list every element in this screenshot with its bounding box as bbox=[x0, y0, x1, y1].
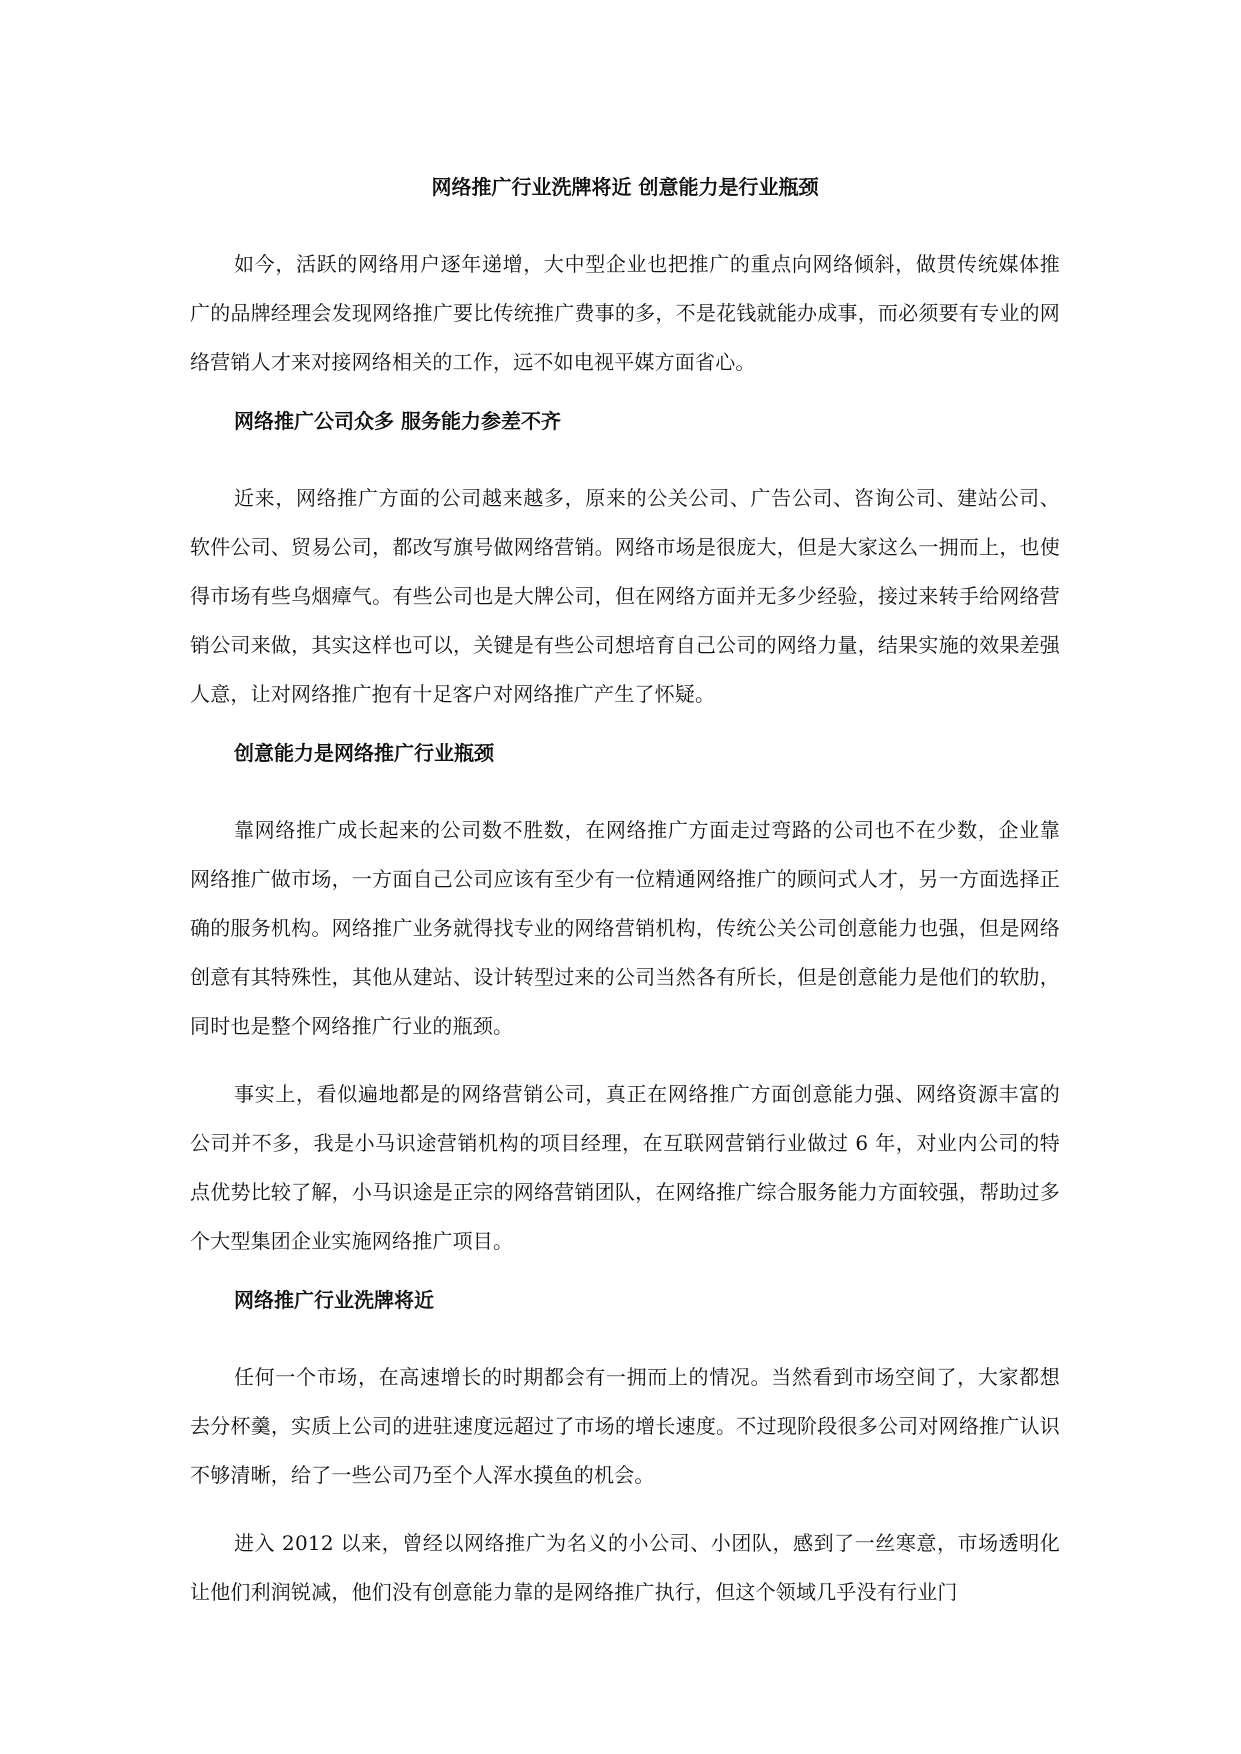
section-heading-reshuffle: 网络推广行业洗牌将近 bbox=[234, 1288, 434, 1312]
paragraph-companies: 近来，网络推广方面的公司越来越多，原来的公关公司、广告公司、咨询公司、建站公司、软件公司、贸易公司，都改写旗号做网络营销。网络市场是很庞大，但是大家这么一拥而上，也使得市场有些乌烟瘴气。有些公司也是大牌公司，但在网络方面并无多少经验，接过来转手给网络营销公司来做，其实这样也可以，关键是有些公司想培育自己公司的网络力量，结果实施的效果差强人意，让对网络推广抱有十足客户对网络推广产生了怀疑。 bbox=[190, 486, 1060, 706]
paragraph-intro: 如今，活跃的网络用户逐年递增，大中型企业也把推广的重点向网络倾斜，做贯传统媒体推广的品牌经理会发现网络推广要比传统推广费事的多，不是花钱就能办成事，而必须要有专业的网络营销人才来对接网络相关的工作，远不如电视平媒方面省心。 bbox=[190, 252, 1060, 374]
paragraph-market: 任何一个市场，在高速增长的时期都会有一拥而上的情况。当然看到市场空间了，大家都想去分杯羹，实质上公司的进驻速度远超过了市场的增长速度。不过现阶段很多公司对网络推广认识不够清晰，给了一些公司乃至个人浑水摸鱼的机会。 bbox=[190, 1365, 1060, 1487]
paragraph-2012: 进入 2012 以来，曾经以网络推广为名义的小公司、小团队，感到了一丝寒意，市场透明化让他们利润锐减，他们没有创意能力靠的是网络推广执行，但这个领域几乎没有行业门 bbox=[190, 1531, 1060, 1604]
section-heading-creativity: 创意能力是网络推广行业瓶颈 bbox=[234, 741, 494, 765]
paragraph-creativity: 靠网络推广成长起来的公司数不胜数，在网络推广方面走过弯路的公司也不在少数，企业靠网络推广做市场，一方面自己公司应该有至少有一位精通网络推广的顾问式人才，另一方面选择正确的服务机构。网络推广业务就得找专业的网络营销机构，传统公关公司创意能力也强，但是网络创意有其特殊性，其他从建站、设计转型过来的公司当然各有所长，但是创意能力是他们的软肋，同时也是整个网络推广行业的瓶颈。 bbox=[190, 818, 1060, 1038]
document-title: 网络推广行业洗牌将近 创意能力是行业瓶颈 bbox=[431, 175, 819, 199]
paragraph-facts: 事实上，看似遍地都是的网络营销公司，真正在网络推广方面创意能力强、网络资源丰富的公司并不多，我是小马识途营销机构的项目经理，在互联网营销行业做过 6 年，对业内公司的特点优势比较了解，小马识途是正宗的网络营销团队，在网络推广综合服务能力方面较强，帮助过多个大型集团企业实施网络推广项目。 bbox=[190, 1082, 1060, 1253]
document-page bbox=[190, 172, 1060, 1636]
section-heading-companies: 网络推广公司众多 服务能力参差不齐 bbox=[234, 409, 561, 433]
